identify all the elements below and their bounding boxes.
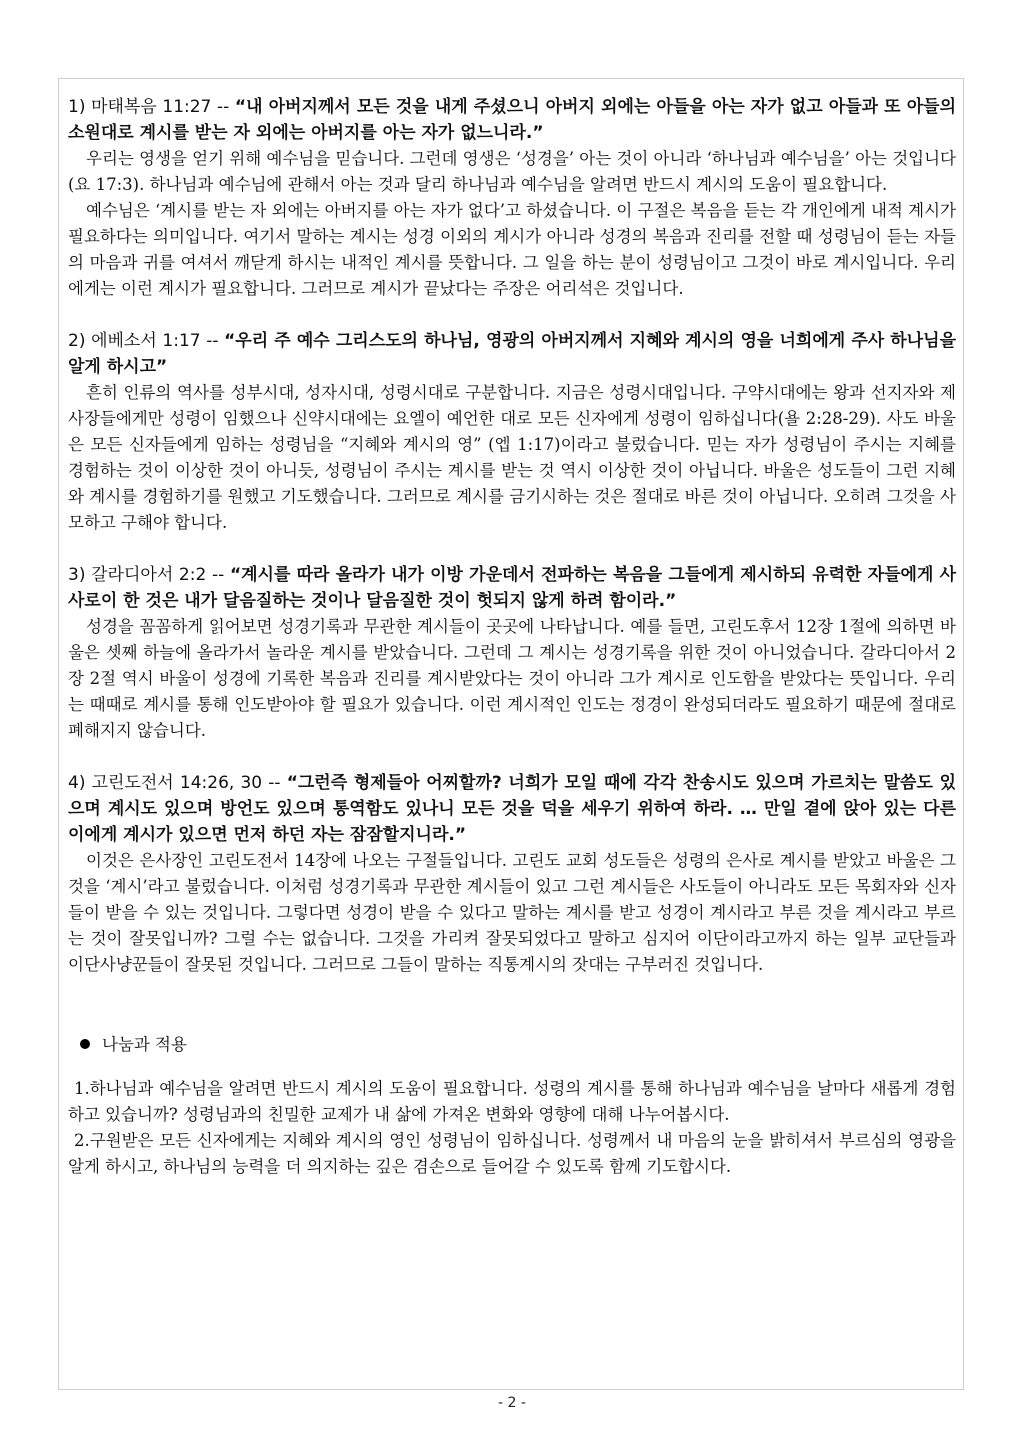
scripture-reference: 3) 갈라디아서 2:2 -- (68, 565, 230, 585)
section-1 (68, 94, 956, 302)
section-4 (68, 770, 956, 978)
sharing-heading (80, 1032, 956, 1058)
application-item: 2.구원받은 모든 신자에게는 지혜와 계시의 영인 성령님이 임하십니다. 성령께서 내 마음의 눈을 밝히셔서 부르심의 영광을 알게 하시고, 하나님의 능력을 더 의지하는 깊은 겸손으로 들어갈 수 있도록 함께 기도합시다. (68, 1131, 956, 1176)
application-item: 1.하나님과 예수님을 알려면 반드시 계시의 도움이 필요합니다. 성령의 계시를 통해 하나님과 예수님을 날마다 새롭게 경험하고 있습니까? 성령님과의 친밀한 교제가 내 삶에 가져온 변화와 영향에 대해 나누어봅시다. (68, 1079, 956, 1124)
section-3 (68, 562, 956, 744)
paragraph: 이것은 은사장인 고린도전서 14장에 나오는 구절들입니다. 고린도 교회 성도들은 성령의 은사로 계시를 받았고 바울은 그것을 ‘계시’라고 불렀습니다. 이처럼 성경기록과 무관한 계시들이 있고 그런 계시들은 사도들이 아니라도 모든 목회자와 신자들이 받을 수 있는 것입니다. 그렇다면 성경이 받을 수 있다고 말하는 계시를 받고 성경이 계시라고 부른 것을 계시라고 부르는 것이 잘못입니까? 그럴 수는 없습니다. 그것을 가리켜 잘못되었다고 말하고 심지어 이단이라고까지 하는 일부 교단들과 이단사냥꾼들이 잘못된 것입니다. 그러므로 그들이 말하는 직통계시의 잣대는 구부러진 것입니다. (68, 851, 956, 974)
section-heading (68, 562, 956, 614)
paragraph: 성경을 꼼꼼하게 읽어보면 성경기록과 무관한 계시들이 곳곳에 나타납니다. 예를 들면, 고린도후서 12장 1절에 의하면 바울은 셋째 하늘에 올라가서 놀라운 계시를 받았습니다. 그런데 그 계시는 성경기록을 위한 것이 아니었습니다. 갈라디아서 2장 2절 역시 바울이 성경에 기록한 복음과 진리를 계시받았다는 것이 아니라 그가 계시로 인도함을 받았다는 뜻입니다. 우리는 때때로 계시를 통해 인도받아야 할 필요가 있습니다. 이런 계시적인 인도는 정경이 완성되더라도 필요하기 때문에 절대로 폐해지지 않습니다. (68, 617, 956, 740)
paragraph: 흔히 인류의 역사를 성부시대, 성자시대, 성령시대로 구분합니다. 지금은 성령시대입니다. 구약시대에는 왕과 선지자와 제사장들에게만 성령이 임했으나 신약시대에는 요엘이 예언한 대로 모든 신자에게 성령이 임하십니다(욜 2:28-29). 사도 바울은 모든 신자들에게 임하는 성령님을 “지혜와 계시의 영” (엡 1:17)이라고 불렀습니다. 믿는 자가 성령님이 주시는 지혜를 경험하는 것이 이상한 것이 아니듯, 성령님이 주시는 계시를 받는 것 역시 이상한 것이 아닙니다. 바울은 성도들이 그런 지혜와 계시를 경험하기를 원했고 기도했습니다. 그러므로 계시를 금기시하는 것은 절대로 바른 것이 아닙니다. 오히려 그것을 사모하고 구해야 합니다. (68, 383, 956, 532)
bullet-icon (80, 1039, 90, 1049)
section-2 (68, 328, 956, 536)
section-heading (68, 328, 956, 380)
section-heading (68, 770, 956, 848)
scripture-quote: “그런즉 형제들아 어찌할까? 너희가 모일 때에 각각 찬송시도 있으며 가르치는 말씀도 있으며 계시도 있으며 방언도 있으며 통역함도 있나니 모든 것을 덕을 세우기 위하여 하라. … 만일 곁에 앉아 있는 다른 이에게 계시가 있으면 먼저 하던 자는 잠잠할지니라.” (68, 773, 957, 845)
scripture-quote: “계시를 따라 올라가 내가 이방 가운데서 전파하는 복음을 그들에게 제시하되 유력한 자들에게 사사로이 한 것은 내가 달음질하는 것이나 달음질한 것이 헛되지 않게 하려 함이라.” (68, 565, 956, 611)
paragraph: 예수님은 ‘계시를 받는 자 외에는 아버지를 아는 자가 없다’고 하셨습니다. 이 구절은 복음을 듣는 각 개인에게 내적 계시가 필요하다는 의미입니다. 여기서 말하는 계시는 성경 이외의 계시가 아니라 성경의 복음과 진리를 전할 때 성령님이 듣는 자들의 마음과 귀를 여셔서 깨닫게 하시는 내적인 계시를 뜻합니다. 그 일을 하는 분이 성령님이고 그것이 바로 계시입니다. 우리에게는 이런 계시가 필요합니다. 그러므로 계시가 끝났다는 주장은 어리석은 것입니다. (68, 201, 956, 298)
scripture-quote: “우리 주 예수 그리스도의 하나님, 영광의 아버지께서 지혜와 계시의 영을 너희에게 주사 하나님을 알게 하시고” (68, 331, 956, 377)
scripture-reference: 1) 마태복음 11:27 -- (68, 97, 235, 117)
page-number: - 2 - (498, 1395, 526, 1411)
document-body (68, 94, 956, 1180)
scripture-reference: 2) 에베소서 1:17 -- (68, 331, 225, 351)
scripture-reference: 4) 고린도전서 14:26, 30 -- (68, 773, 287, 793)
paragraph: 우리는 영생을 얻기 위해 예수님을 믿습니다. 그런데 영생은 ‘성경을’ 아는 것이 아니라 ‘하나님과 예수님을’ 아는 것입니다(요 17:3). 하나님과 예수님에 관해서 아는 것과 달리 하나님과 예수님을 알려면 반드시 계시의 도움이 필요합니다. (68, 149, 956, 194)
sharing-title-text: 나눔과 적용 (102, 1035, 187, 1054)
section-heading (68, 94, 956, 146)
scripture-quote: “내 아버지께서 모든 것을 내게 주셨으니 아버지 외에는 아들을 아는 자가 없고 아들과 또 아들의 소원대로 계시를 받는 자 외에는 아버지를 아는 자가 없느니라.” (68, 97, 956, 143)
